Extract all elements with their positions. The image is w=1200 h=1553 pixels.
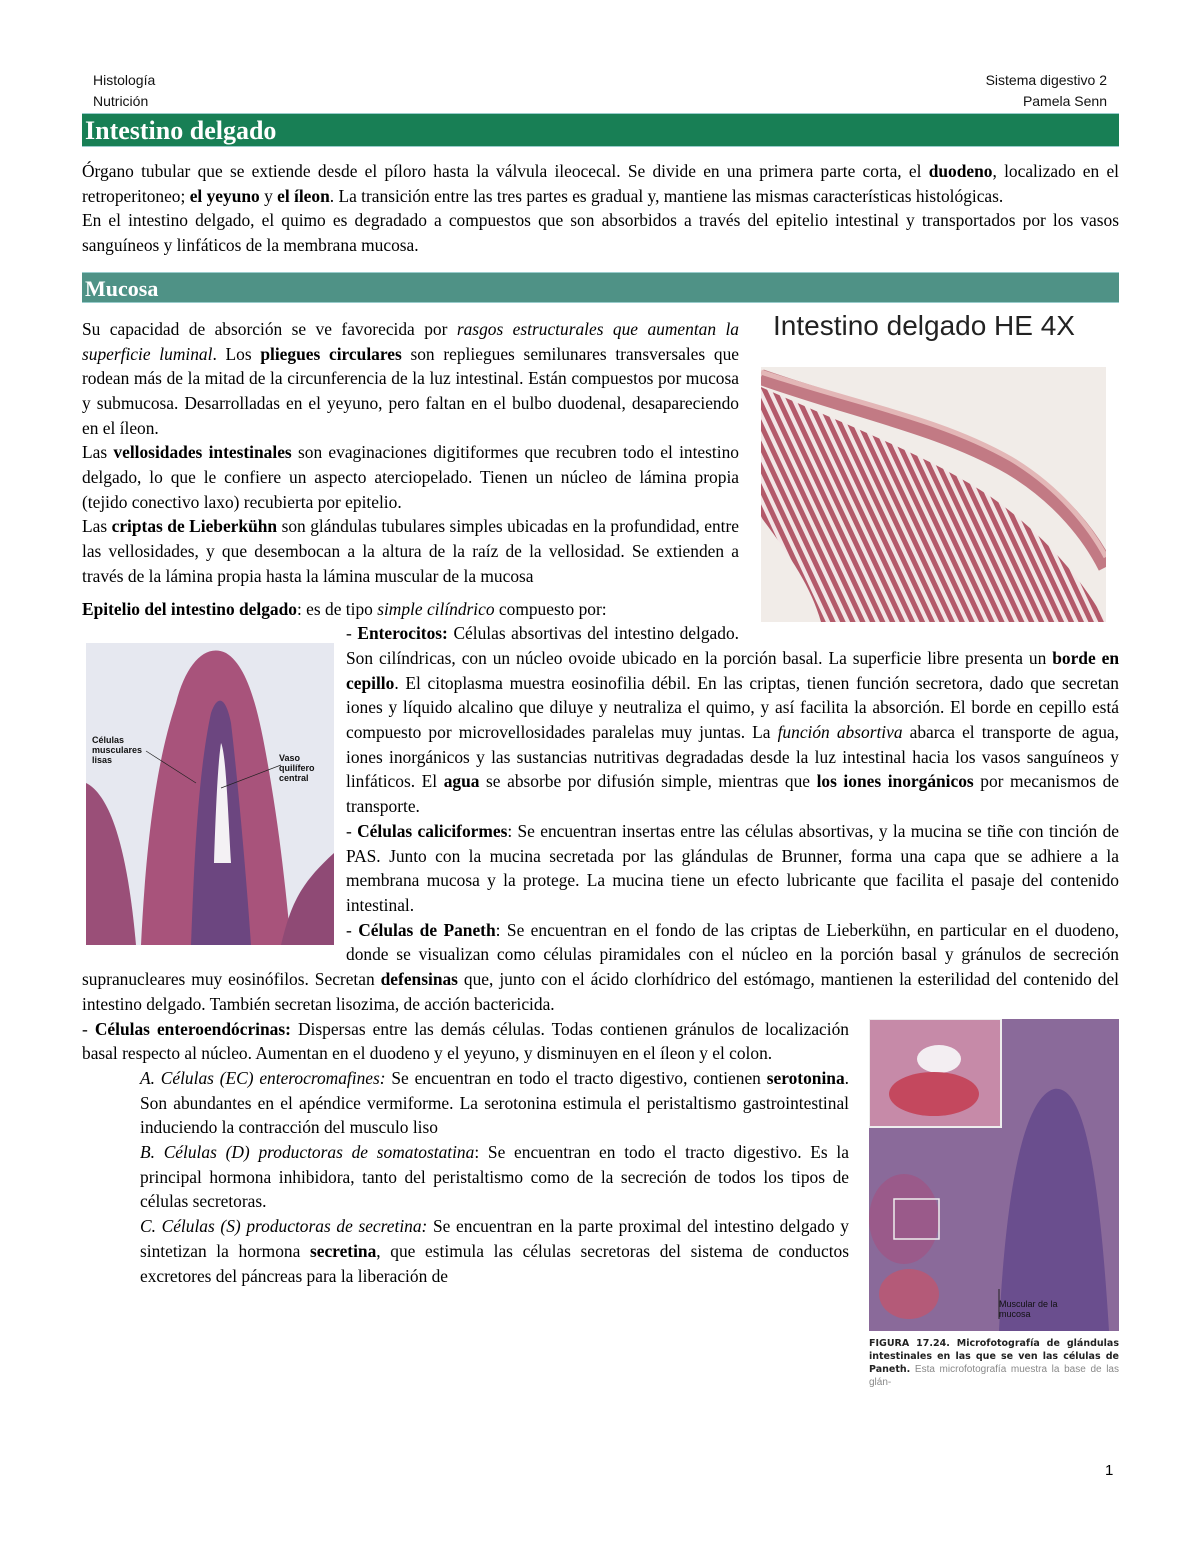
text-run: y	[259, 185, 278, 206]
text-run: En el intestino delgado, el quimo es degradado a compuestos que son absorbidos a través del epitelio intestinal y transportados por los vasos sanguíneos y linfáticos de la membrana mucosa.	[82, 210, 1119, 256]
paneth-micrograph	[869, 1019, 1119, 1331]
text-run: . Son abundantes en el apéndice vermiforme. La serotonina estimula el peristaltismo gastrointestinal induciendo la contracción del musculo liso	[140, 1067, 850, 1138]
mucosa-section	[82, 309, 1120, 1388]
text-run: -	[346, 820, 358, 841]
text-run: : es de tipo	[297, 598, 378, 619]
text-run: : Se encuentran insertas entre las células absortivas, y la mucina se tiñe con tinción de PAS. Junto con la mucina secretada por las glándulas de Brunner, forma una capa que se adhiere a la membrana mucosa y la protege. La mucina tiene un efecto lubricante que facilita el pasaje del contenido intestinal.	[346, 820, 1119, 915]
label-muscularis-mucosae: Muscular de la mucosa	[999, 1298, 1058, 1319]
italic-text: C. Células (S) productoras de secretina:	[140, 1216, 428, 1237]
text-run: son glándulas tubulares simples ubicadas en la profundidad, entre las vellosidades, y que desembocan a la altura de la raíz de la vellosidad. Se extienden a través de la lámina propia hasta la lámina muscular de la mucosa	[82, 516, 739, 586]
title-bar: Intestino delgado	[82, 113, 1119, 147]
text-run: . Los	[212, 343, 261, 364]
text-run: abarca el transporte de agua, iones inorgánicos y las sustancias nutritivas degradadas desde la luz intestinal hacia los vasos sanguíneos y linfáticos. El	[346, 722, 1120, 792]
text-run: compuesto por:	[494, 598, 607, 619]
header-author: Pamela Senn	[1022, 93, 1107, 109]
micrograph-image	[761, 367, 1106, 622]
page-number: 1	[1105, 1462, 1114, 1479]
header-topic: Sistema digestivo 2	[985, 72, 1107, 88]
text-run: Las	[82, 442, 114, 463]
text-run: : Se encuentran en todo el tracto digestivo. Es la principal hormona inhibidora, tanto del peristaltismo como de la secreción de todos los tipos de células secretoras.	[140, 1142, 849, 1212]
text-run: Dispersas entre las demás células. Todas contienen gránulos de localización basal respecto al núcleo. Aumentan en el duodeno y el yeyuno, y disminuyen en el íleon y el colon.	[82, 1018, 849, 1064]
text-run: por mecanismos de transporte.	[346, 771, 1120, 817]
paragraph	[82, 159, 1119, 208]
bold-text: Epitelio del intestino delgado	[82, 598, 297, 619]
bold-text: vellosidades intestinales	[113, 442, 292, 463]
bold-text: los iones inorgánicos	[816, 771, 974, 792]
text-run: se absorbe por difusión simple, mientras que	[479, 771, 817, 792]
bold-text: el yeyuno	[189, 185, 260, 206]
text-run: . La transición entre las tres partes es gradual y, mantiene las mismas características histológicas.	[329, 185, 1004, 206]
intro-section	[82, 159, 1119, 258]
text-run: : Se encuentran en el fondo de las criptas de Lieberkühn, en particular en el duodeno, donde se visualizan como células piramidales con el núcleo en la porción basal y gránulos de secreción supranucleares muy eosinófilos. Secretan	[82, 919, 1119, 990]
bold-text: Células enteroendócrinas:	[94, 1018, 291, 1039]
bold-text: pliegues circulares	[260, 343, 402, 364]
italic-text: A. Células (EC) enterocromafines:	[140, 1067, 386, 1088]
bold-text: criptas de Lieberkühn	[111, 516, 278, 537]
figure-caption	[869, 1337, 1119, 1389]
bold-text: Células caliciformes	[357, 820, 508, 841]
figure-paneth-cells	[849, 1019, 1119, 1388]
header-subject: Histología	[93, 72, 156, 88]
bold-text: duodeno	[928, 161, 993, 181]
text-run: -	[82, 1018, 95, 1039]
text-run: que, junto con el ácido clorhídrico del estómago, mantienen la esterilidad del contenido del intestino delgado. También secretan lisozima, de acción bactericida.	[82, 969, 1119, 1014]
text-run: , que estimula las células secretoras del sistema de conductos excretores del páncreas para la liberación de	[140, 1240, 849, 1286]
villus-micrograph	[86, 643, 334, 945]
section-bar-mucosa: Mucosa	[82, 272, 1119, 303]
text-run: -	[346, 919, 359, 940]
italic-text: simple cilíndrico	[377, 598, 495, 619]
caption-text: Esta microfotografía muestra la base de las glán-	[869, 1363, 1119, 1388]
bold-text: secretina	[309, 1240, 377, 1261]
document-body	[82, 113, 1120, 1388]
bold-text: defensinas	[380, 969, 458, 990]
text-run: son repliegues semilunares transversales que rodean más de la mitad de la circunferencia de la luz intestinal. Están compuestos por mucosa y submucosa. Desarrolladas en el yeyuno, pero faltan en el bulbo duodenal, desapareciendo en el íleon.	[82, 343, 739, 438]
text-run: Se encuentran en la parte proximal del intestino delgado y sintetizan la hormona	[140, 1216, 849, 1261]
figure-intestine-he-4x	[751, 309, 1119, 635]
text-run: -	[346, 623, 358, 644]
figure-villus	[82, 643, 346, 948]
label-central-lacteal: Vaso quilífero central	[279, 752, 315, 783]
italic-text: rasgos estructurales que aumentan la superficie luminal	[82, 318, 739, 364]
paragraph	[82, 208, 1119, 257]
bold-text: el íleon	[277, 185, 330, 206]
figure-title: Intestino delgado HE 4X	[773, 309, 1075, 341]
italic-text: B. Células (D) productoras de somatostatina	[140, 1142, 475, 1163]
bold-text: agua	[443, 771, 480, 792]
caption-title: FIGURA 17.24. Microfotografía de glándulas intestinales en las que se ven las células de Paneth.	[869, 1337, 1119, 1375]
bold-text: Enterocitos:	[357, 623, 448, 644]
header-course: Nutrición	[93, 93, 149, 109]
text-run: Su capacidad de absorción se ve favorecida por	[82, 318, 457, 339]
bold-text: Células de Paneth	[358, 919, 496, 940]
bold-text: serotonina	[766, 1067, 845, 1088]
text-run: son evaginaciones digitiformes que recubren todo el intestino delgado, lo que le confiere un aspecto aterciopelado. Tienen un núcleo de lámina propia (tejido conectivo laxo) recubierta por epitelio.	[82, 442, 739, 512]
label-smooth-muscle-cells: Células musculares lisas	[92, 734, 143, 765]
bold-text: borde en cepillo	[346, 647, 1119, 693]
text-run: Órgano tubular que se extiende desde el píloro hasta la válvula ileocecal. Se divide en una primera parte corta, el	[82, 161, 929, 181]
text-run: . El citoplasma muestra eosinofilia débil. En las criptas, tienen función secretora, dado que secretan iones y líquido alcalino que diluye y neutraliza el quimo, y así facilita la absorción. El borde en cepillo está compuesto por microvellosidades paralelas muy juntas. La	[346, 672, 1119, 743]
italic-text: función absortiva	[777, 722, 903, 743]
text-run: Células absortivas del intestino delgado. Son cilíndricas, con un núcleo ovoide ubicado en la porción basal. La superficie libre presenta un	[346, 623, 1053, 668]
text-run: Las	[82, 516, 112, 537]
text-run: , localizado en el retroperitoneo;	[82, 161, 1119, 206]
text-run: Se encuentran en todo el tracto digestivo, contienen	[385, 1067, 767, 1088]
